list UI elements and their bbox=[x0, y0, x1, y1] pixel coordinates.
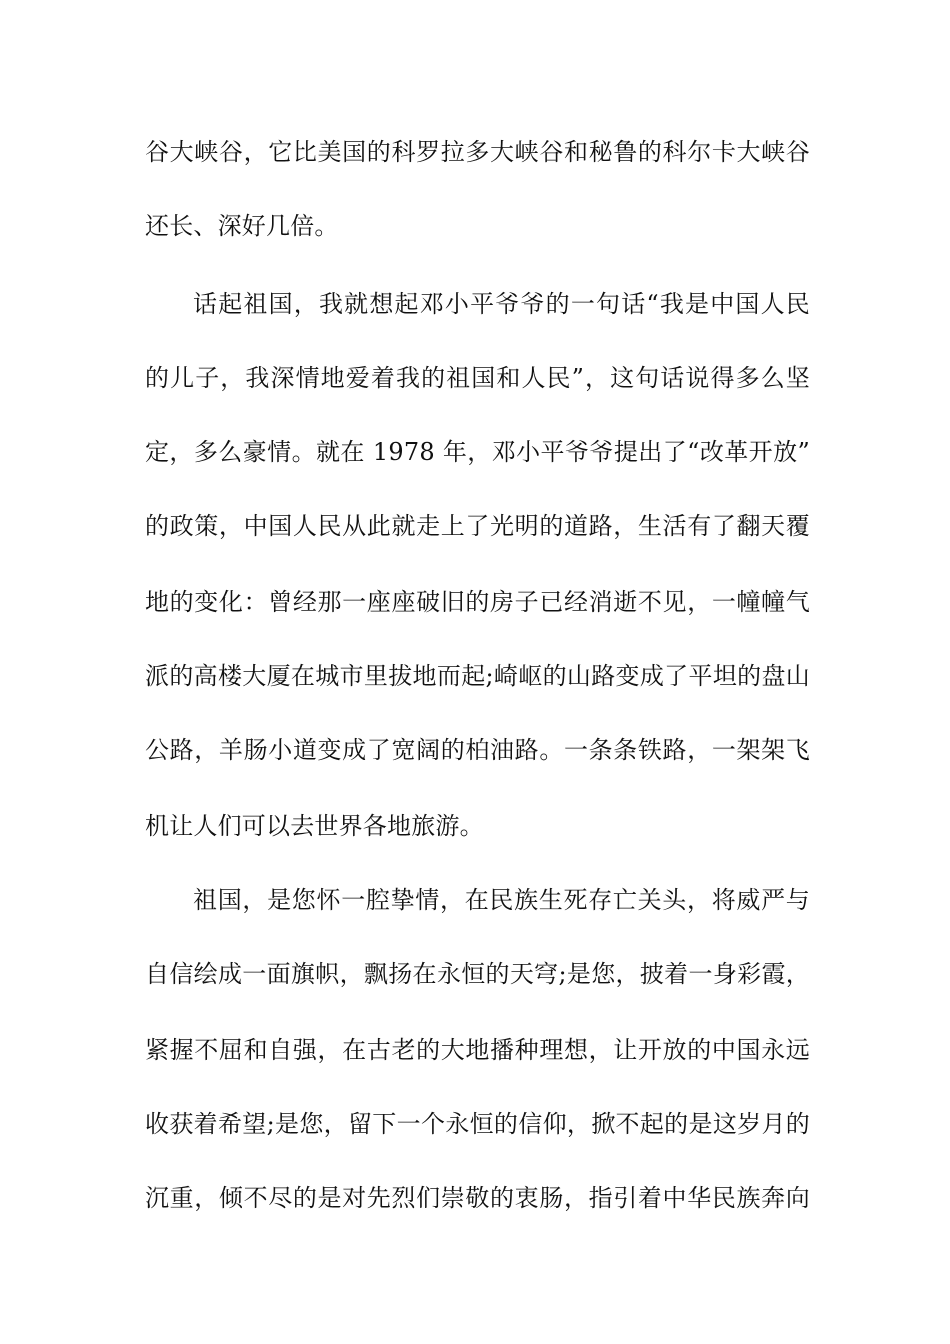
text-line: 还长、深好几倍。 bbox=[145, 212, 339, 240]
text-line: 的儿子，我深情地爱着我的祖国和人民”，这句话说得多么坚 bbox=[145, 364, 810, 392]
paragraph-start-line: 祖国，是您怀一腔挚情，在民族生死存亡关头，将威严与 bbox=[193, 886, 810, 914]
text-line: 沉重，倾不尽的是对先烈们崇敬的衷肠，指引着中华民族奔向 bbox=[145, 1184, 810, 1212]
text-line: 自信绘成一面旗帜，飘扬在永恒的天穹;是您，披着一身彩霞， bbox=[145, 960, 810, 988]
text-line: 机让人们可以去世界各地旅游。 bbox=[145, 812, 484, 840]
paragraph-start-line: 话起祖国，我就想起邓小平爷爷的一句话“我是中国人民 bbox=[193, 290, 810, 318]
text-line: 地的变化：曾经那一座座破旧的房子已经消逝不见，一幢幢气 bbox=[145, 588, 810, 616]
text-line: 的政策，中国人民从此就走上了光明的道路，生活有了翻天覆 bbox=[145, 512, 810, 540]
text-line: 定，多么豪情。就在 1978 年，邓小平爷爷提出了“改革开放” bbox=[145, 438, 810, 466]
text-line: 派的高楼大厦在城市里拔地而起;崎岖的山路变成了平坦的盘山 bbox=[145, 662, 810, 690]
text-line: 收获着希望;是您，留下一个永恒的信仰，掀不起的是这岁月的 bbox=[145, 1110, 810, 1138]
text-line: 公路，羊肠小道变成了宽阔的柏油路。一条条铁路，一架架飞 bbox=[145, 736, 810, 764]
text-line: 谷大峡谷，它比美国的科罗拉多大峡谷和秘鲁的科尔卡大峡谷 bbox=[145, 138, 810, 166]
text-line: 紧握不屈和自强，在古老的大地播种理想，让开放的中国永远 bbox=[145, 1036, 810, 1064]
